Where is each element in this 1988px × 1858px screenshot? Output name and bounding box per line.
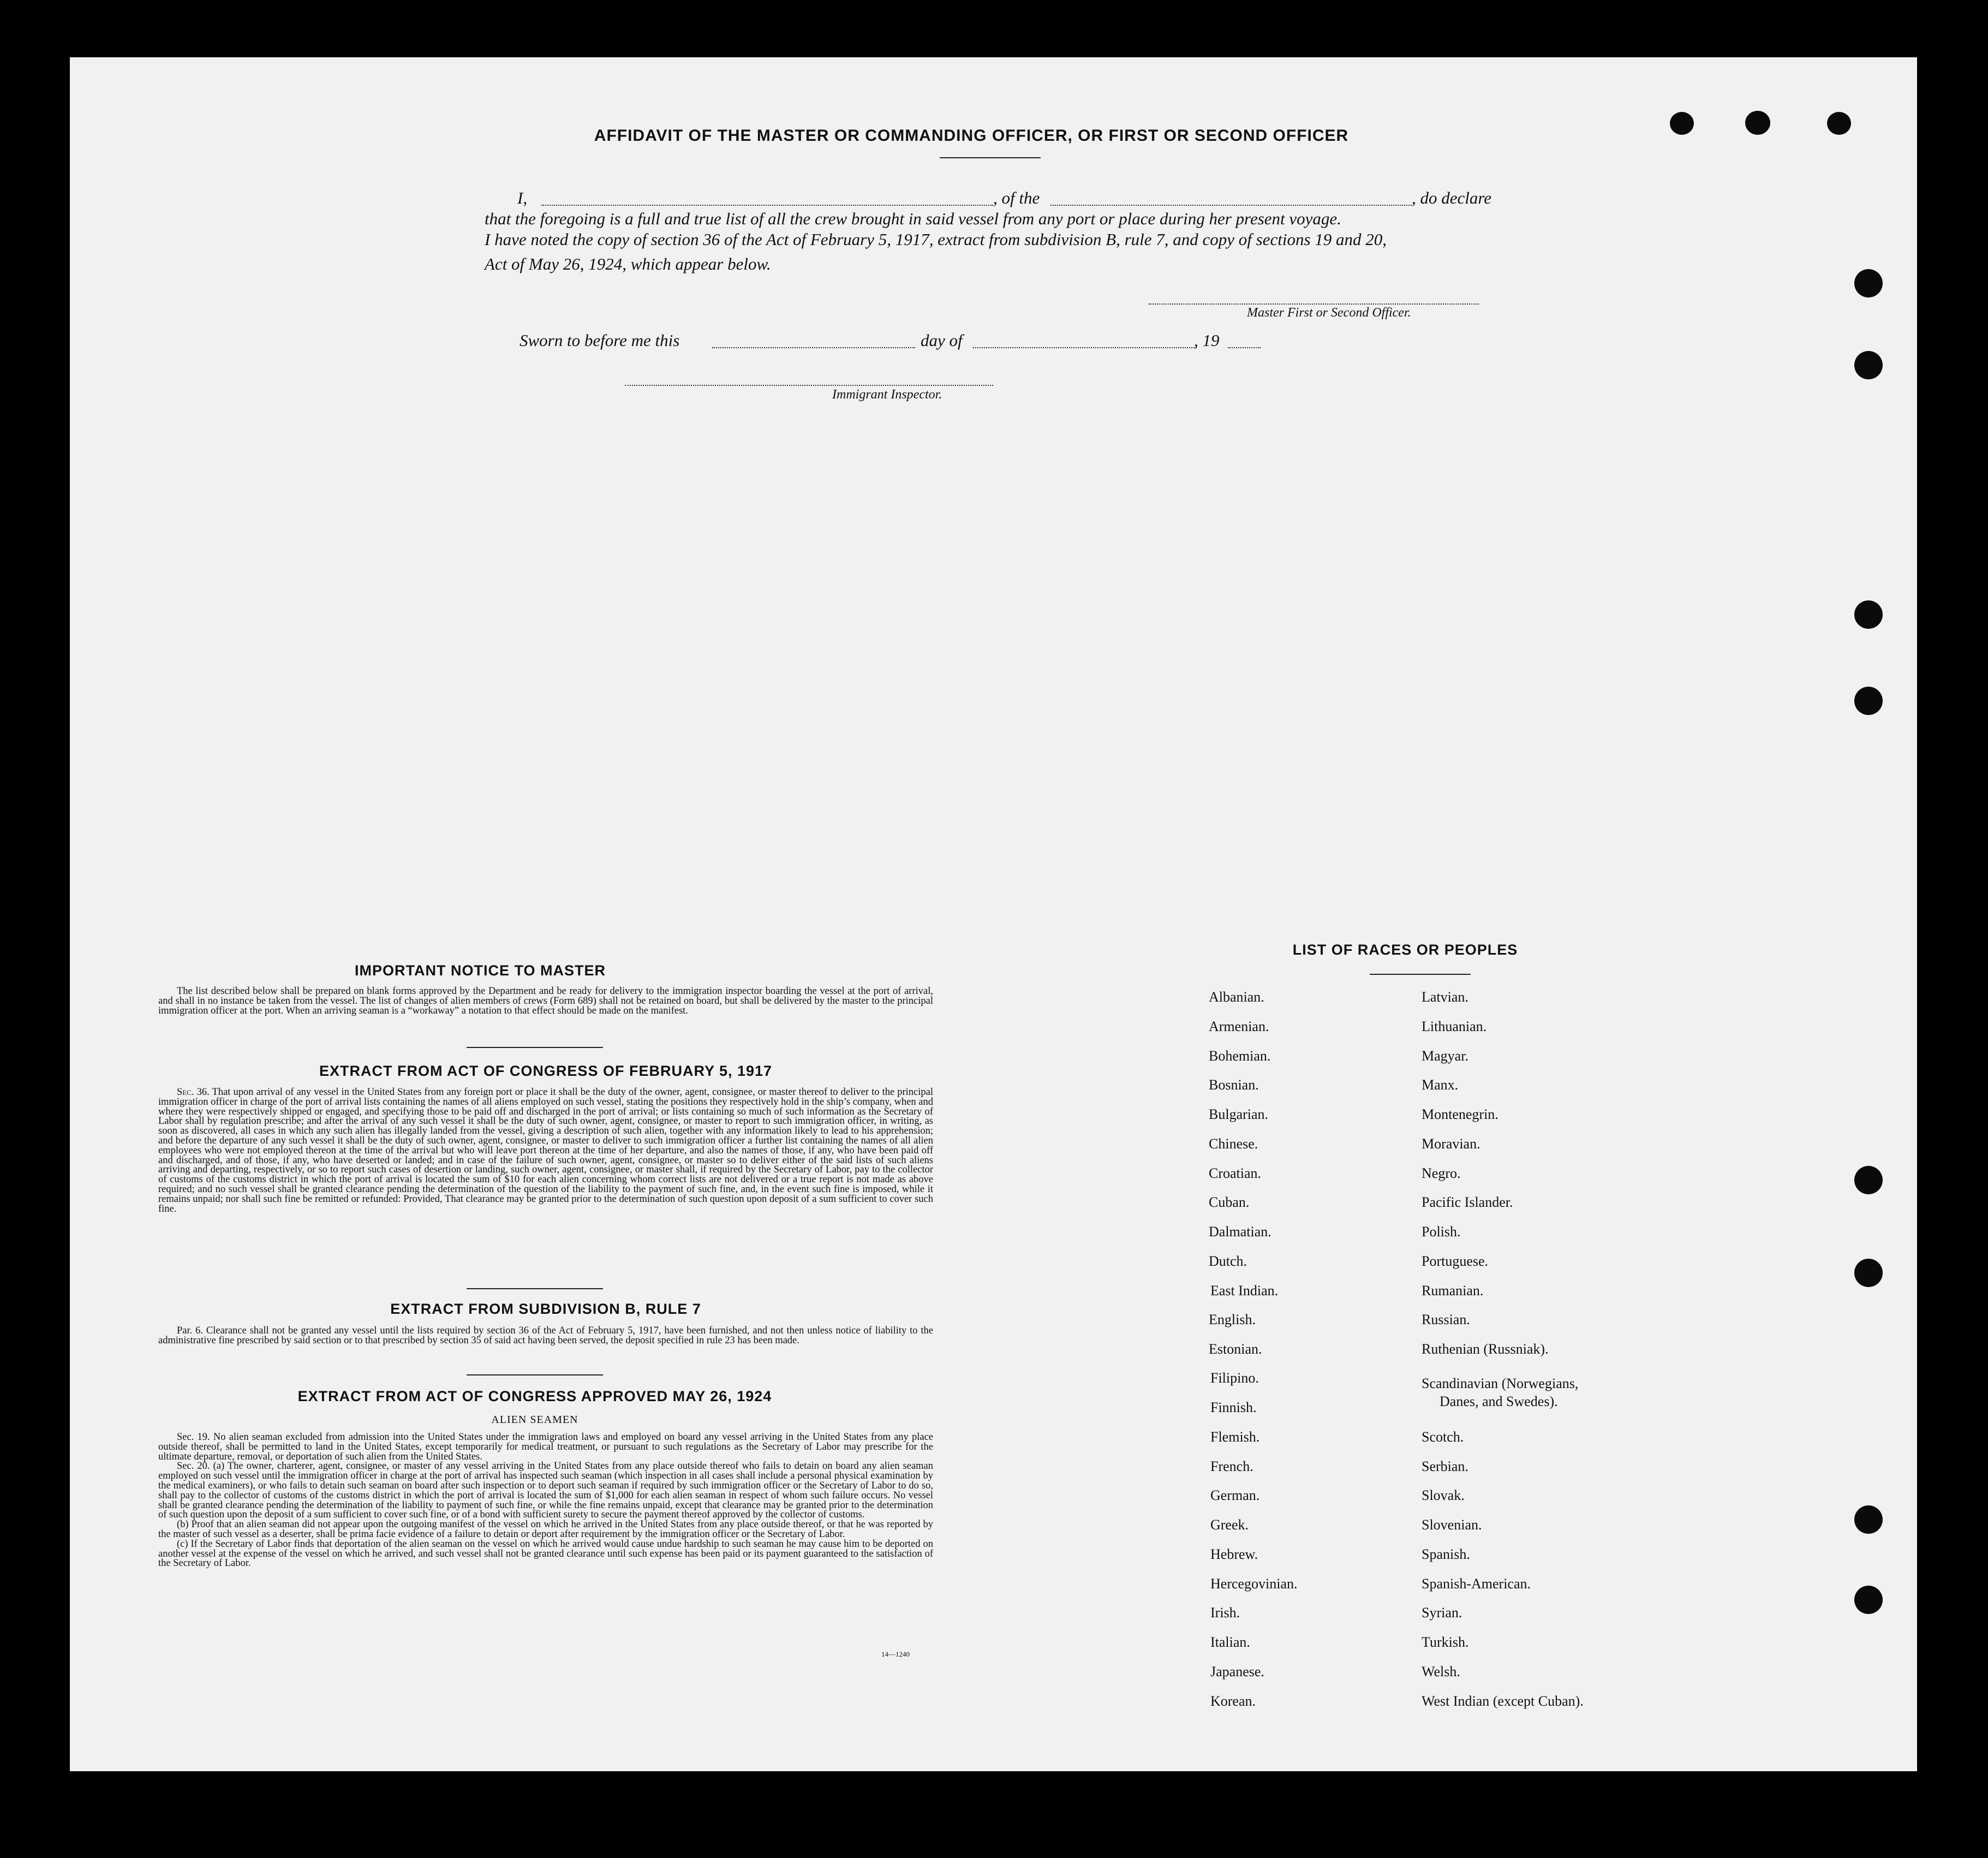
section-rule	[467, 1047, 603, 1048]
race-item: Moravian.	[1422, 1136, 1480, 1152]
sworn-month-blank[interactable]	[973, 347, 1197, 348]
race-item: Filipino.	[1210, 1370, 1259, 1386]
race-item: English.	[1209, 1312, 1256, 1327]
affidavit-declare: , do declare	[1412, 188, 1492, 207]
race-item: West Indian (except Cuban).	[1422, 1693, 1584, 1709]
inspector-label: Immigrant Inspector.	[832, 388, 942, 402]
race-item: Rumanian.	[1422, 1283, 1484, 1299]
day-of-text: day of	[921, 331, 963, 350]
race-item: Magyar.	[1422, 1048, 1468, 1064]
alien-seamen-subtitle: ALIEN SEAMEN	[491, 1414, 578, 1426]
par-6-body: Par. 6. Clearance shall not be granted any vessel until the lists required by section 36 of the Act of February 5, 1917, have been furnished, and not then unless notice of liability to the administrative fine prescribed by said section or to that prescribed by section 35 of said act having been served, the deposit specified in rule 23 has been made.	[158, 1325, 933, 1346]
race-item: Negro.	[1422, 1165, 1461, 1181]
notice-title: IMPORTANT NOTICE TO MASTER	[355, 962, 606, 979]
race-item: Japanese.	[1210, 1664, 1264, 1680]
punch-hole	[1854, 269, 1883, 297]
subdivision-title: EXTRACT FROM SUBDIVISION B, RULE 7	[390, 1301, 701, 1317]
notice-paragraph: The list described below shall be prepared on blank forms approved by the Department and be ready for delivery to the immigration inspector boarding the vessel at the port of arrival, and shall in no instance be taken from the vessel. The list of changes of alien members of crews (Form 689) shall not be retained on board, but shall be delivered by the master to the principal immigration officer at the port. When an arriving seaman is a “workaway” a notation to that effect should be made on the manifest.	[158, 986, 933, 1016]
race-item: Slovak.	[1422, 1487, 1465, 1503]
year-blank[interactable]	[1228, 347, 1261, 348]
race-item: Korean.	[1210, 1693, 1256, 1709]
affidavit-line-3: I have noted the copy of section 36 of the Act of February 5, 1917, extract from subdivision B, rule 7, and copy of sections 19 and 20,	[485, 230, 1387, 249]
extract-1917-text	[158, 1088, 933, 1214]
race-item: Scandinavian (Norwegians,	[1422, 1375, 1579, 1391]
punch-hole	[1854, 1259, 1883, 1287]
race-item: Pacific Islander.	[1422, 1194, 1513, 1210]
race-item: Polish.	[1422, 1224, 1461, 1240]
race-item: Cuban.	[1209, 1194, 1250, 1210]
punch-hole	[1854, 1586, 1883, 1614]
race-item: East Indian.	[1210, 1283, 1279, 1299]
signature-label: Master First or Second Officer.	[1247, 306, 1411, 320]
section-rule	[467, 1374, 603, 1375]
race-item: Italian.	[1210, 1634, 1250, 1650]
race-item: Dalmatian.	[1209, 1224, 1271, 1240]
race-item: Bosnian.	[1209, 1077, 1259, 1093]
punch-hole	[1854, 1166, 1883, 1194]
race-item: Bulgarian.	[1209, 1106, 1269, 1122]
race-item: Serbian.	[1422, 1458, 1468, 1474]
race-item: Danes, and Swedes).	[1440, 1394, 1558, 1409]
race-item: Dutch.	[1209, 1253, 1247, 1269]
race-item: Irish.	[1210, 1605, 1240, 1621]
section-rule	[467, 1288, 603, 1289]
race-item: Hercegovinian.	[1210, 1576, 1298, 1592]
punch-hole	[1854, 1505, 1883, 1534]
signature-blank[interactable]	[1149, 303, 1479, 305]
race-item: Turkish.	[1422, 1634, 1469, 1650]
section-19-body: Sec. 19. No alien seaman excluded from admission into the United States under the immigration laws and employed on board any vessel arriving in the United States from any place outside thereof, shall be permitted to land in the United States, except temporarily for medical treatment, or pursuant to such regulations as the Secretary of Labor may prescribe for the ultimate departure, removal, or deportation of such alien from the United States.	[158, 1432, 933, 1462]
race-item: Greek.	[1210, 1517, 1249, 1533]
race-item: Latvian.	[1422, 989, 1468, 1005]
affidavit-line-2: that the foregoing is a full and true list of all the crew brought in said vessel from any port or place during her present voyage.	[485, 209, 1341, 228]
sworn-day-blank[interactable]	[712, 347, 915, 348]
affidavit-of-the: , of the	[993, 188, 1040, 207]
extract-1924-title: EXTRACT FROM ACT OF CONGRESS APPROVED MAY 26, 1924	[297, 1388, 772, 1404]
punch-hole	[1827, 112, 1851, 135]
section-20c-body: (c) If the Secretary of Labor finds that deportation of the alien seaman on the vessel on which he arrived would cause undue hardship to such seaman he may cause him to be deported on another vessel at the expense of the vessel on which he arrived, and such vessel shall not be granted clearance until such expense has been paid or its payment guaranteed to the satisfaction of the Secretary of Labor.	[158, 1538, 933, 1569]
race-item: Finnish.	[1210, 1400, 1257, 1415]
section-20b-body: (b) Proof that an alien seaman did not appear upon the outgoing manifest of the vessel on which he arrived in the United States from any place outside thereof, or that he was reported by the master of such vessel as a deserter, shall be prima facie evidence of a failure to detain or deport after requirement by the immigration officer or the Secretary of Labor.	[158, 1519, 933, 1540]
punch-hole	[1670, 112, 1694, 135]
race-item: Bohemian.	[1209, 1048, 1271, 1064]
race-item: Manx.	[1422, 1077, 1459, 1093]
race-item: Lithuanian.	[1422, 1019, 1487, 1034]
races-title-rule	[1370, 974, 1471, 975]
race-item: German.	[1210, 1487, 1260, 1503]
subdivision-text	[158, 1326, 933, 1346]
race-item: Montenegrin.	[1422, 1106, 1499, 1122]
section-20a-body: Sec. 20. (a) The owner, charterer, agent, consignee, or master of any vessel arriving in the United States from any place outside thereof who fails to detain on board any alien seaman employed on such vessel until the immigration officer in charge at the port of arrival has inspected such seaman (which inspection in all cases shall include a personal physical examination by the medical examiners), or who fails to detain such seaman on board after such inspection or to deport such seaman if required by such immigration officer or the Secretary of Labor to do so, shall pay to the collector of customs of the customs district in which the port of arrival is located the sum of $1,000 for each alien seaman in respect of whom such failure occurs. No vessel shall be granted clearance pending the determination of the liability to payment of such fine, or while the fine remains unpaid, except that clearance may be granted prior to the determination of such question upon the deposit of a sum sufficient to cover such fine, or of a bond with sufficient surety to secure the payment thereof approved by the collector of customs.	[158, 1461, 933, 1521]
affidavit-title: AFFIDAVIT OF THE MASTER OR COMMANDING OFFICER, OR FIRST OR SECOND OFFICER	[594, 127, 1349, 145]
extract-1917-title: EXTRACT FROM ACT OF CONGRESS OF FEBRUARY 5, 1917	[319, 1063, 773, 1079]
section-36-body: That upon arrival of any vessel in the United States from any foreign port or place it shall be the duty of the owner, agent, consignee, or master thereof to deliver to the principal immigration officer in charge of the port of arrival lists containing the names of all aliens employed on such vessel, stating the positions they respectively hold in the ship’s company, when and where they were respectively shipped or engaged, and specifying those to be paid off and discharged in the port of arrival; or lists containing so much of such information as the Secretary of Labor shall by regulation prescribe; and after the arrival of any such vessel it shall be the duty of such owner, agent, consignee, or master to report to such immigration officer, in writing, as soon as discovered, all cases in which any such alien has illegally landed from the vessel, giving a description of such alien, together with any information likely to lead to his apprehension; and before the departure of any such vessel it shall be the duty of such owner, agent, consignee, or master to deliver to such immigration officer a further list containing the names of all alien employees who were not employed thereon at the time of the arrival but who will leave port thereon at the time of her departure, and also the names of those, if any, who have been paid off and discharged, and of those, if any, who have deserted or landed; and in case of the failure of such owner, agent, consignee, or master so to deliver either of the said lists of such aliens arriving and departing, respectively, or so to report such cases of desertion or landing, such owner, agent, consignee, or master shall, if required by the Secretary of Labor, pay to the collector of customs of the customs district in which the port of arrival is located the sum of $10 for each alien concerning whom correct lists are not delivered or a true report is not made as above required; and no such vessel shall be granted clearance pending the determination of the question of the liability to the payment of such fine, and, in the event such fine is imposed, while it remains unpaid; nor shall such fine be remitted or refunded: Provided, That clearance may be granted prior to the determination of such question upon deposit of a sum sufficient to cover such fine.	[158, 1087, 934, 1214]
title-rule	[940, 157, 1041, 158]
race-item: Croatian.	[1209, 1165, 1262, 1181]
race-item: Syrian.	[1422, 1605, 1462, 1621]
race-item: Ruthenian (Russniak).	[1422, 1341, 1549, 1357]
affidavit-line-4: Act of May 26, 1924, which appear below.	[485, 254, 771, 273]
race-item: Russian.	[1422, 1312, 1470, 1327]
notice-text	[158, 987, 933, 1016]
race-item: Flemish.	[1210, 1429, 1260, 1445]
race-item: Scotch.	[1422, 1429, 1464, 1445]
race-item: Slovenian.	[1422, 1517, 1482, 1533]
extract-1924-text	[158, 1433, 933, 1569]
vessel-blank[interactable]	[1050, 205, 1412, 206]
race-item: Spanish-American.	[1422, 1576, 1531, 1592]
race-item: Chinese.	[1209, 1136, 1258, 1152]
sworn-text: Sworn to before me this	[520, 331, 680, 350]
race-item: Spanish.	[1422, 1546, 1470, 1562]
race-item: Albanian.	[1209, 989, 1264, 1005]
section-36-label: Sec. 36.	[177, 1087, 210, 1098]
race-item: Armenian.	[1209, 1019, 1269, 1034]
race-item: Portuguese.	[1422, 1253, 1489, 1269]
punch-hole	[1745, 111, 1770, 135]
inspector-blank[interactable]	[625, 385, 993, 386]
races-title: LIST OF RACES OR PEOPLES	[1292, 942, 1518, 958]
name-blank[interactable]	[541, 205, 993, 206]
punch-hole	[1854, 600, 1883, 629]
year-text: , 19	[1194, 331, 1220, 350]
form-number: 14—1240	[881, 1650, 910, 1658]
race-item: Estonian.	[1209, 1341, 1262, 1357]
punch-hole	[1854, 687, 1883, 715]
race-item: Welsh.	[1422, 1664, 1460, 1680]
punch-hole	[1854, 351, 1883, 379]
race-item: French.	[1210, 1458, 1253, 1474]
race-item: Hebrew.	[1210, 1546, 1258, 1562]
affidavit-i: I,	[517, 188, 528, 207]
